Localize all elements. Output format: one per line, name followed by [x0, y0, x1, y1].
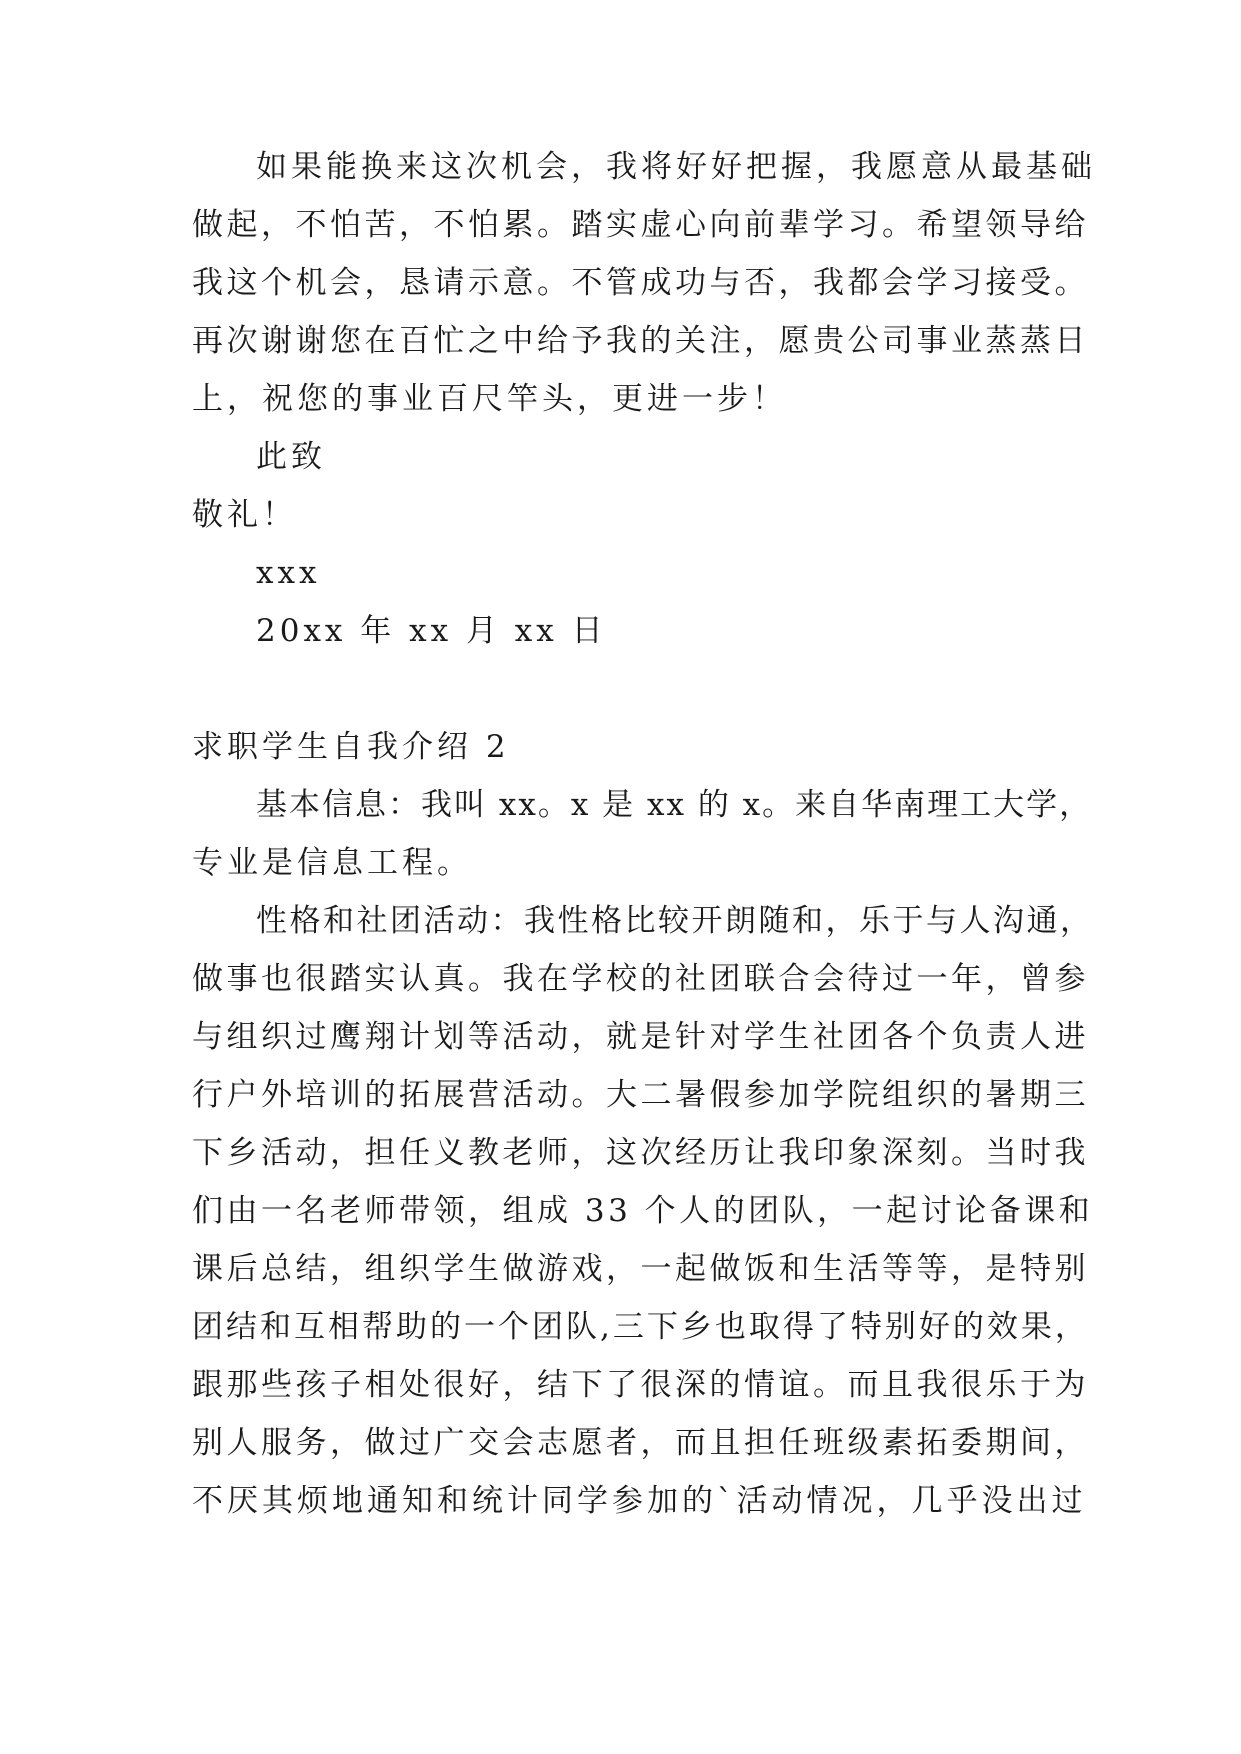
closing-regards: 敬礼！	[192, 497, 297, 533]
paragraph-line: 如果能换来这次机会，我将好好把握，我愿意从最基础	[256, 149, 1096, 185]
paragraph-line: 上，祝您的事业百尺竿头，更进一步！	[192, 381, 787, 417]
personality-line: 别人服务，做过广交会志愿者，而且担任班级素拓委期间，	[192, 1425, 1089, 1461]
personality-line: 行户外培训的拓展营活动。大二暑假参加学院组织的暑期三	[192, 1077, 1089, 1113]
personality-line: 跟那些孩子相处很好，结下了很深的情谊。而且我很乐于为	[192, 1367, 1089, 1403]
paragraph-line: 做起，不怕苦，不怕累。踏实虚心向前辈学习。希望领导给	[192, 207, 1089, 243]
personality-line: 们由一名老师带领，组成 33 个人的团队，一起讨论备课和	[192, 1193, 1094, 1229]
date: 20xx 年 xx 月 xx 日	[256, 613, 607, 649]
personality-line: 团结和互相帮助的一个团队,三下乡也取得了特别好的效果，	[192, 1309, 1089, 1345]
basic-info-line: 基本信息：我叫 xx。x 是 xx 的 x。来自华南理工大学，	[256, 787, 1093, 823]
personality-line: 不厌其烦地通知和统计同学参加的`活动情况，几乎没出过	[192, 1483, 1087, 1519]
basic-info-line: 专业是信息工程。	[192, 845, 472, 881]
personality-line: 性格和社团活动：我性格比较开朗随和，乐于与人沟通，	[256, 903, 1094, 939]
personality-line: 与组织过鹰翔计划等活动，就是针对学生社团各个负责人进	[192, 1019, 1089, 1055]
personality-line: 下乡活动，担任义教老师，这次经历让我印象深刻。当时我	[192, 1135, 1089, 1171]
signature: xxx	[256, 555, 321, 591]
section-title: 求职学生自我介绍 2	[192, 729, 510, 765]
closing-salutation: 此致	[256, 439, 326, 475]
personality-line: 课后总结，组织学生做游戏，一起做饭和生活等等，是特别	[192, 1251, 1089, 1287]
paragraph-line: 我这个机会，恳请示意。不管成功与否，我都会学习接受。	[192, 265, 1089, 301]
paragraph-line: 再次谢谢您在百忙之中给予我的关注，愿贵公司事业蒸蒸日	[192, 323, 1089, 359]
personality-line: 做事也很踏实认真。我在学校的社团联合会待过一年，曾参	[192, 961, 1089, 997]
